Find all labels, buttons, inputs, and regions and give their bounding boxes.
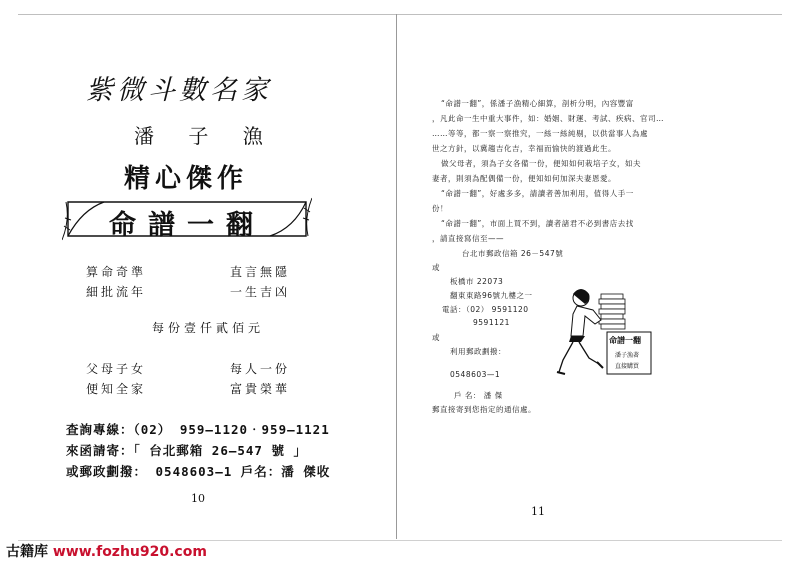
address-line: 台北市郵政信箱 26－547號	[462, 249, 564, 258]
paragraph-line: 妻者，則須為配偶備一份，便知如何加深夫妻恩愛。	[432, 174, 616, 183]
title-banner	[62, 196, 312, 242]
phone-line: 9591121	[473, 318, 510, 327]
subtitle: 精心傑作	[124, 164, 249, 194]
feature-right-2: 一生吉凶	[230, 285, 291, 299]
price-text: 每份壹仟貳佰元	[152, 321, 265, 335]
account-name: 戶 名： 潘 傑	[454, 391, 503, 400]
paragraph-line: “命譜一翻”，好處多多，請讀者善加利用，值得人手一	[441, 189, 634, 198]
paragraph-line: ……等等，都一察一察推究，一絲一絲純剔，以供當事人為處	[432, 129, 648, 138]
or-text: 或	[432, 263, 440, 272]
address-line: 板橋市 22073	[450, 277, 504, 286]
contact-postal: 或郵政劃撥： 0548603—1 戶名：潘 傑收	[66, 464, 331, 479]
contact-phone: 查詢專線：（02） 959—1120‧959—1121	[66, 422, 330, 437]
paragraph-line: “命譜一翻”，市面上買不到，讀者諸君不必到書店去找	[441, 219, 634, 228]
or-text: 或	[432, 333, 440, 342]
feature-right-1: 直言無隱	[230, 265, 291, 279]
address-line: 翻東東路96號九樓之一	[450, 291, 533, 300]
page-divider	[396, 14, 397, 539]
paragraph-line: 世之方針，以冀趨吉化吉，幸福而愉快的渡過此生。	[432, 144, 616, 153]
site-footer	[6, 541, 207, 561]
girl-carrying-books-icon	[555, 280, 655, 385]
postal-number: 0548603—1	[450, 370, 501, 379]
audience-left-2: 便知全家	[86, 382, 147, 396]
author-name: 潘 子 漁	[134, 124, 277, 148]
phone-line: 電話：（02） 9591120	[442, 305, 529, 314]
footer-url[interactable]: www.fozhu920.com	[52, 544, 207, 560]
page-number-left: 10	[191, 492, 205, 505]
paragraph-line: ，凡此命一生中重大事件，如：婚姻、財運、考試、疾病、官司…	[432, 114, 664, 123]
paragraph-line: 做父母者，須為子女各備一份，便知如何栽培子女，如夫	[441, 159, 641, 168]
closing-line: 郵直接寄到您指定的通信處。	[432, 405, 536, 414]
page-title: 紫微斗數名家	[86, 75, 272, 106]
audience-right-1: 每人一份	[230, 362, 291, 376]
paragraph-line: “命譜一翻”，係潘子漁精心細算，剖析分明，內容豐富	[441, 99, 634, 108]
postal-label: 利用郵政劃撥：	[450, 347, 506, 356]
audience-left-1: 父母子女	[86, 362, 147, 376]
feature-left-2: 細批流年	[86, 285, 147, 299]
sign-line: 直接購買	[615, 363, 640, 370]
audience-right-2: 富貴榮華	[230, 382, 291, 396]
paragraph-line: 份！	[432, 204, 448, 213]
paragraph-line: ，請直接寫信至——	[432, 234, 504, 243]
feature-left-1: 算命奇準	[86, 265, 147, 279]
contact-mail: 來函請寄：「 台北郵箱 26—547 號 」	[66, 443, 308, 458]
sign-line: 潘子漁著	[615, 352, 640, 359]
sign-title: 命譜一翻	[609, 336, 641, 345]
girl-illustration	[555, 280, 655, 385]
page-number-right: 11	[531, 505, 545, 518]
banner-title: 命譜一翻	[109, 210, 265, 241]
footer-brand: 古籍库	[6, 544, 48, 560]
